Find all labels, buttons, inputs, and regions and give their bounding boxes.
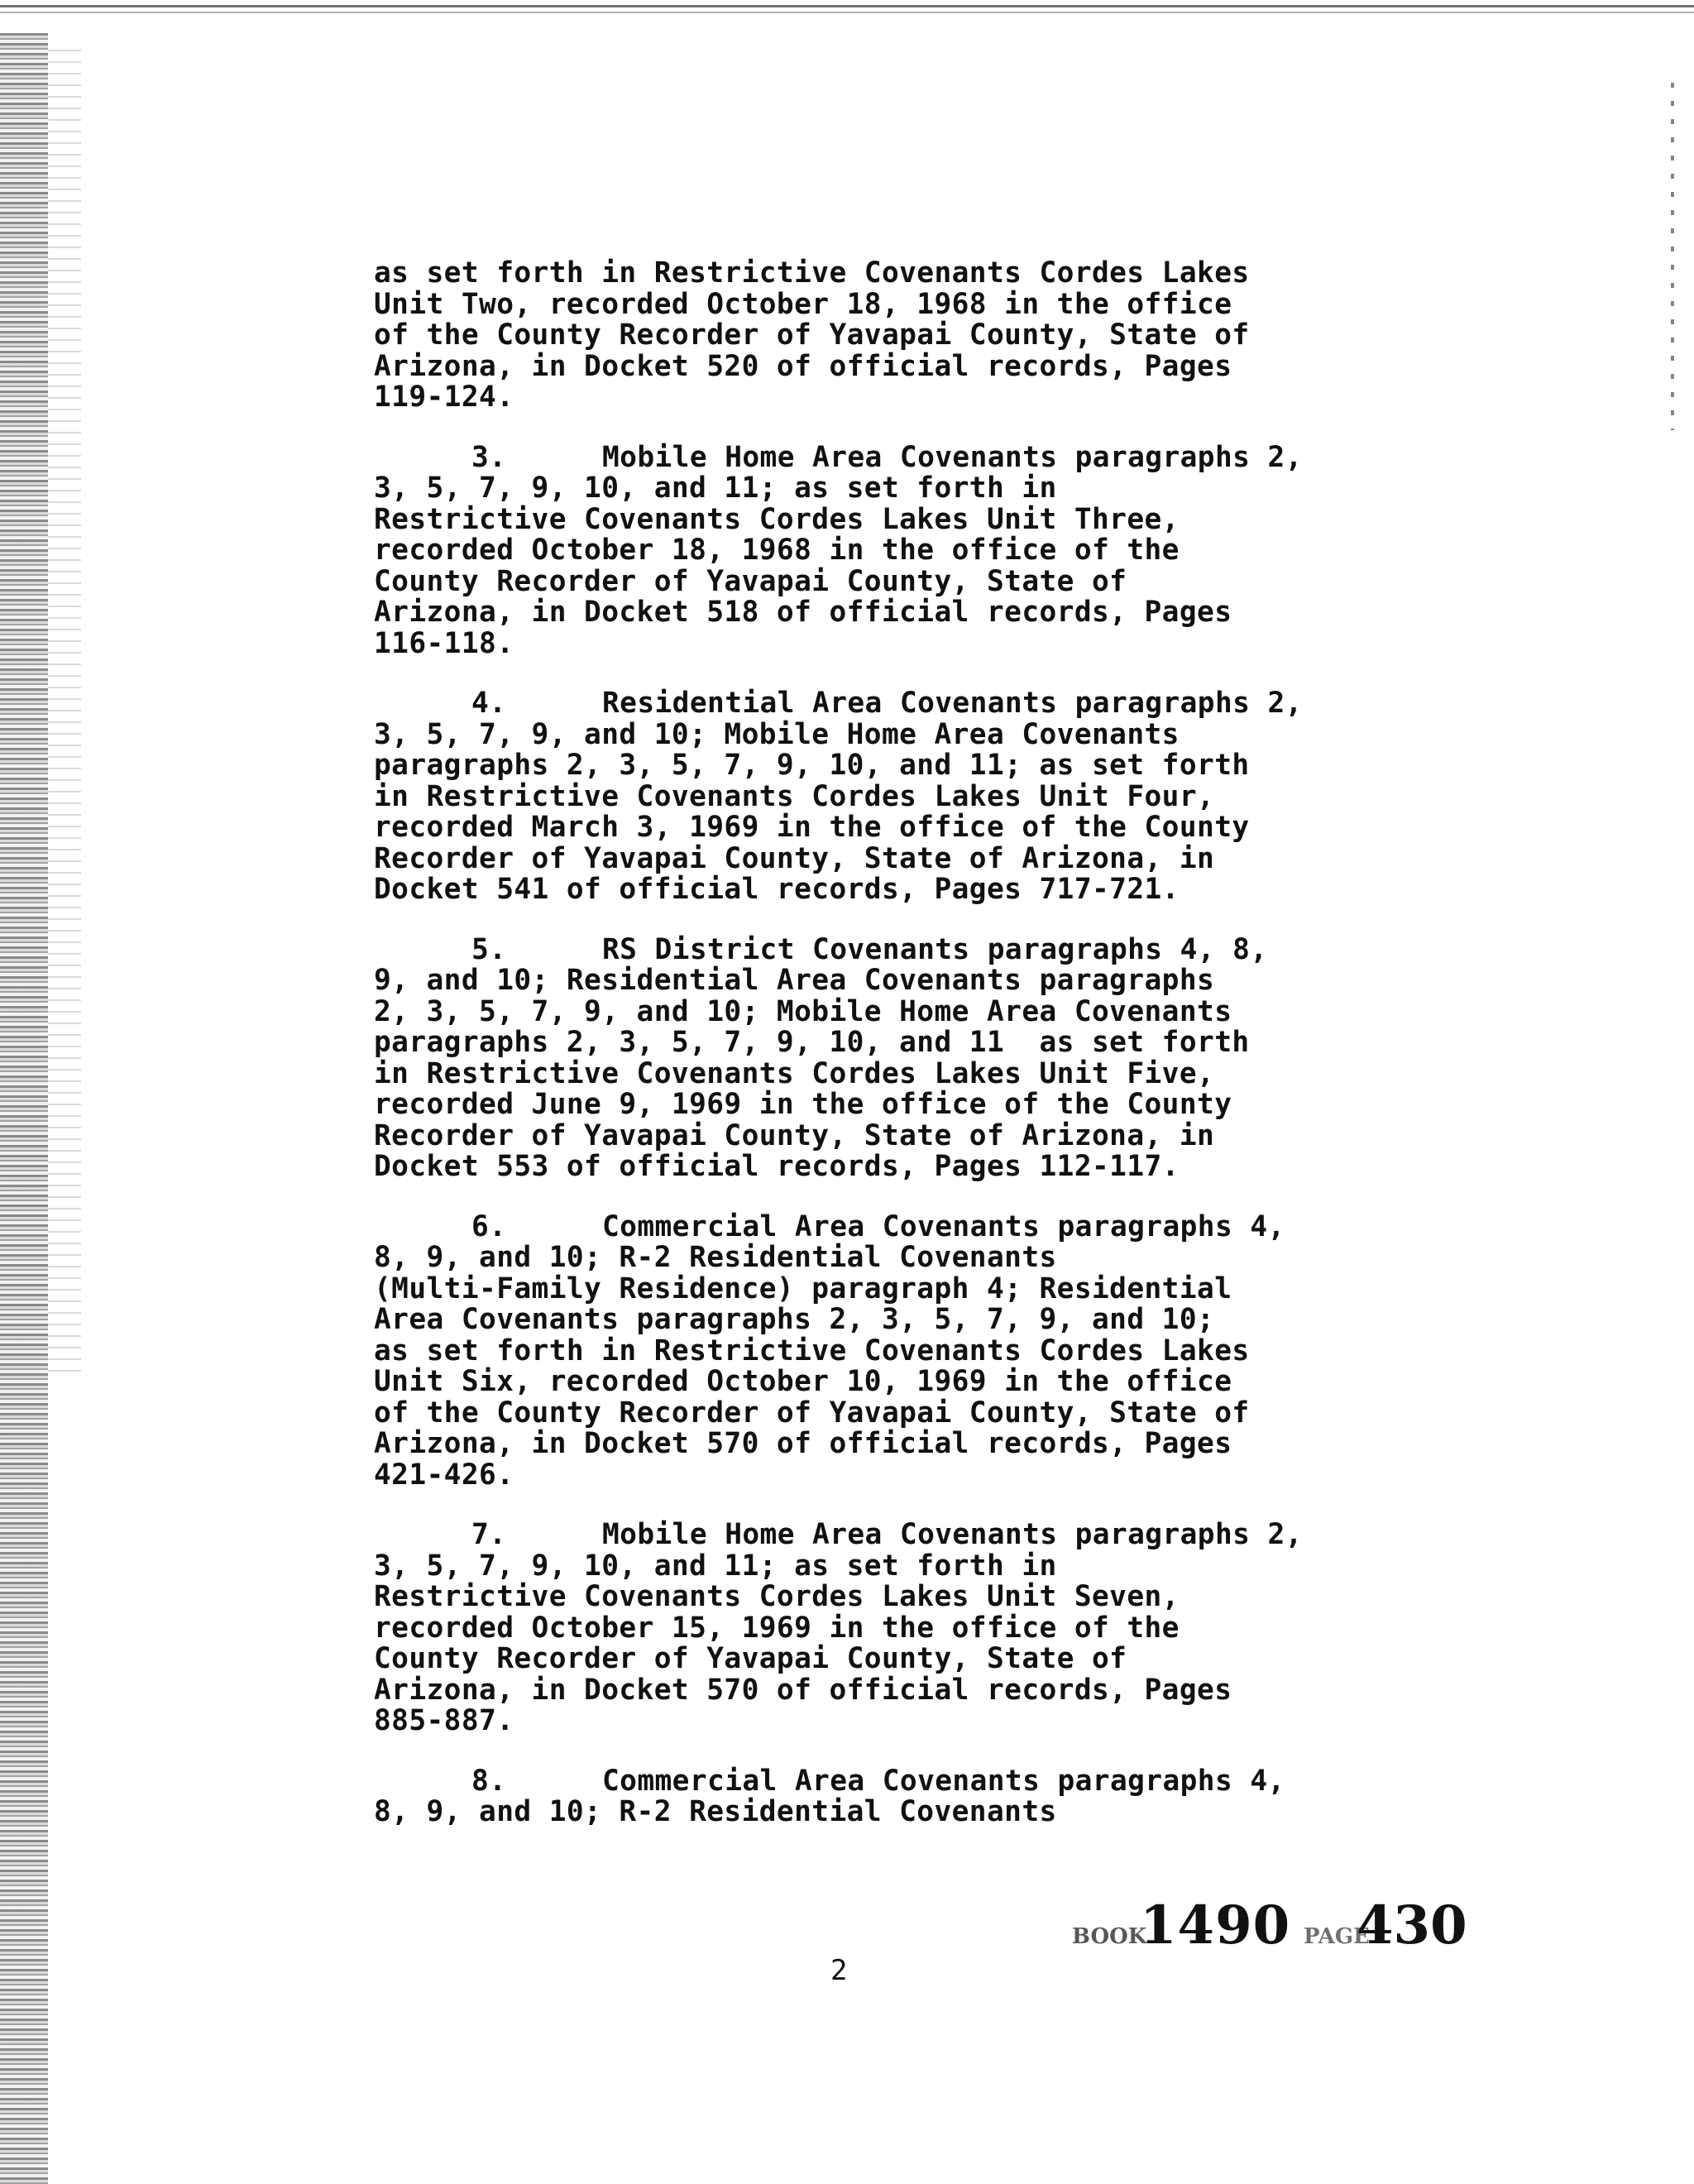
paragraph-line-text: Arizona, in Docket 518 of official records, Pages [374, 596, 1232, 629]
paragraph-number: 6. [471, 1209, 507, 1243]
scan-right-edge-speckle [1671, 83, 1674, 430]
paragraph-line-text: paragraphs 2, 3, 5, 7, 9, 10, and 11; as set forth [374, 749, 1250, 782]
paragraph-line [374, 717, 1350, 751]
paragraph [374, 932, 1350, 1183]
paragraph-line [374, 1429, 1350, 1460]
paragraph-line-text: Recorder of Yavapai County, State of Arizona, in [374, 1118, 1215, 1152]
scan-top-rule [0, 5, 1694, 7]
paragraph-line-text: Arizona, in Docket 570 of official records, Pages [374, 1673, 1232, 1707]
paragraph-line [374, 1336, 1350, 1367]
paragraph-line [374, 688, 1350, 720]
paragraph-line-text: of the County Recorder of Yavapai County, State of [374, 318, 1250, 352]
paragraph-line-text: Mobile Home Area Covenants paragraphs 2, [602, 440, 1303, 474]
paragraph-line-text: (Multi-Family Residence) paragraph 4; Residential [374, 1272, 1232, 1305]
paragraph [374, 1766, 1350, 1828]
paragraph-line [374, 1613, 1350, 1645]
paragraph-line [374, 535, 1350, 567]
paragraph-line [374, 597, 1350, 629]
paragraph-line [374, 1460, 1350, 1492]
paragraph-line [374, 1305, 1350, 1336]
scan-left-edge-speckle [48, 50, 81, 1373]
paragraph-line-text: 8, 9, and 10; R-2 Residential Covenants [374, 1241, 1057, 1274]
paragraph-line-text: 885-887. [374, 1704, 514, 1737]
paragraph-line-text: Mobile Home Area Covenants paragraphs 2, [602, 1518, 1303, 1551]
paragraph-line [374, 440, 1350, 474]
paragraph-line-text: Recorder of Yavapai County, State of Arizona, in [374, 841, 1215, 875]
stamp-page-number: 430 [1357, 1894, 1467, 1956]
paragraph-line-text: Restrictive Covenants Cordes Lakes Unit Three, [374, 502, 1180, 536]
paragraph-line-text: of the County Recorder of Yavapai County, State of [374, 1396, 1250, 1430]
paragraph-line [374, 1367, 1350, 1398]
paragraph-line-text: 3, 5, 7, 9, 10, and 11; as set forth in [374, 472, 1057, 505]
paragraph-line-text: County Recorder of Yavapai County, State of [374, 1642, 1127, 1675]
paragraph-line-text: as set forth in Restrictive Covenants Cordes Lakes [374, 1334, 1250, 1367]
paragraph-line [374, 1551, 1350, 1583]
paragraph-line-text: 421-426. [374, 1458, 514, 1492]
document-body [374, 258, 1350, 1857]
paragraph-line-text: 9, and 10; Residential Area Covenants paragraphs [374, 964, 1215, 997]
scan-left-edge-noise [0, 33, 48, 2184]
paragraph [374, 688, 1350, 906]
paragraph-line [374, 473, 1350, 505]
paragraph-line [374, 779, 1350, 813]
paragraph [374, 258, 1350, 414]
paragraph-line-text: Commercial Area Covenants paragraphs 4, [602, 1209, 1285, 1243]
paragraph-line-text: Unit Six, recorded October 10, 1969 in the office [374, 1365, 1232, 1398]
paragraph [374, 1520, 1350, 1737]
paragraph [374, 1209, 1350, 1492]
paragraph-line-text: 3, 5, 7, 9, and 10; Mobile Home Area Covenants [374, 717, 1180, 751]
paragraph-line [374, 626, 1350, 660]
paragraph-line-text: Arizona, in Docket 570 of official records, Pages [374, 1427, 1232, 1460]
paragraph-line-text: recorded October 18, 1968 in the office of the [374, 534, 1180, 567]
paragraph-line [374, 349, 1350, 383]
stamp-book-number: 1490 [1140, 1894, 1291, 1956]
paragraph-line-text: 116-118. [374, 626, 514, 660]
paragraph-line [374, 1118, 1350, 1152]
paragraph-line [374, 320, 1350, 352]
paragraph-number: 3. [471, 440, 507, 474]
paragraph-line [374, 1152, 1350, 1183]
paragraph-line-text: Docket 541 of official records, Pages 717-721. [374, 873, 1180, 906]
paragraph-line-text: Unit Two, recorded October 18, 1968 in the office [374, 287, 1232, 321]
paragraph-number: 5. [471, 932, 507, 966]
paragraph-line [374, 502, 1350, 536]
paragraph-line [374, 1209, 1350, 1243]
paragraph-line [374, 750, 1350, 782]
paragraph [374, 440, 1350, 660]
paragraph-line-text: 119-124. [374, 381, 514, 414]
paragraph-line [374, 812, 1350, 844]
paragraph-line-text: Restrictive Covenants Cordes Lakes Unit Seven, [374, 1580, 1180, 1613]
paragraph-line-text: as set forth in Restrictive Covenants Cordes Lakes [374, 256, 1250, 290]
paragraph-number: 7. [471, 1518, 507, 1551]
paragraph-line-text: County Recorder of Yavapai County, State of [374, 564, 1127, 598]
paragraph-line [374, 1243, 1350, 1274]
paragraph-line [374, 1582, 1350, 1613]
paragraph-line-text: recorded March 3, 1969 in the office of the County [374, 811, 1250, 844]
paragraph-line [374, 1520, 1350, 1551]
stamp-page-label: PAGE [1304, 1924, 1370, 1949]
paragraph-line [374, 1027, 1350, 1059]
paragraph-line [374, 287, 1350, 321]
paragraph-line-text: in Restrictive Covenants Cordes Lakes Unit Four, [374, 779, 1215, 813]
paragraph-line [374, 874, 1350, 906]
paragraph-line [374, 1274, 1350, 1305]
stamp-book-label: BOOK [1072, 1924, 1147, 1949]
paragraph-line-text: 8, 9, and 10; R-2 Residential Covenants [374, 1795, 1057, 1828]
paragraph-line-text: Area Covenants paragraphs 2, 3, 5, 7, 9, and 10; [374, 1303, 1215, 1336]
paragraph-line [374, 564, 1350, 598]
paragraph-line [374, 1398, 1350, 1430]
paragraph-line [374, 382, 1350, 414]
paragraph-line-text: Commercial Area Covenants paragraphs 4, [602, 1764, 1285, 1798]
paragraph-line [374, 1797, 1350, 1828]
paragraph-line-text: Docket 553 of official records, Pages 112-117. [374, 1150, 1180, 1183]
paragraph-line-text: 2, 3, 5, 7, 9, and 10; Mobile Home Area Covenants [374, 994, 1232, 1028]
paragraph-line-text: 3, 5, 7, 9, 10, and 11; as set forth in [374, 1549, 1057, 1583]
paragraph-line-text: Arizona, in Docket 520 of official records, Pages [374, 349, 1232, 383]
paragraph-line [374, 1090, 1350, 1121]
page-number: 2 [830, 1954, 848, 1987]
paragraph-number: 8. [471, 1764, 507, 1798]
paragraph-line-text: recorded June 9, 1969 in the office of the County [374, 1088, 1232, 1121]
paragraph-line [374, 1706, 1350, 1737]
paragraph-line-text: in Restrictive Covenants Cordes Lakes Unit Five, [374, 1056, 1215, 1090]
paragraph-line-text: recorded October 15, 1969 in the office of the [374, 1611, 1180, 1645]
paragraph-line-text: RS District Covenants paragraphs 4, 8, [602, 932, 1268, 966]
paragraph-line [374, 258, 1350, 290]
paragraph-line-text: Residential Area Covenants paragraphs 2, [602, 687, 1303, 720]
paragraph-line [374, 1056, 1350, 1090]
paragraph-line-text: paragraphs 2, 3, 5, 7, 9, 10, and 11 as set forth [374, 1026, 1250, 1059]
paragraph-line [374, 1644, 1350, 1675]
paragraph-line [374, 994, 1350, 1028]
scan-top-rule-secondary [0, 12, 1694, 13]
paragraph-line [374, 965, 1350, 997]
paragraph-line [374, 841, 1350, 875]
paragraph-number: 4. [471, 687, 507, 720]
paragraph-line [374, 1675, 1350, 1707]
paragraph-line [374, 932, 1350, 966]
paragraph-line [374, 1766, 1350, 1798]
